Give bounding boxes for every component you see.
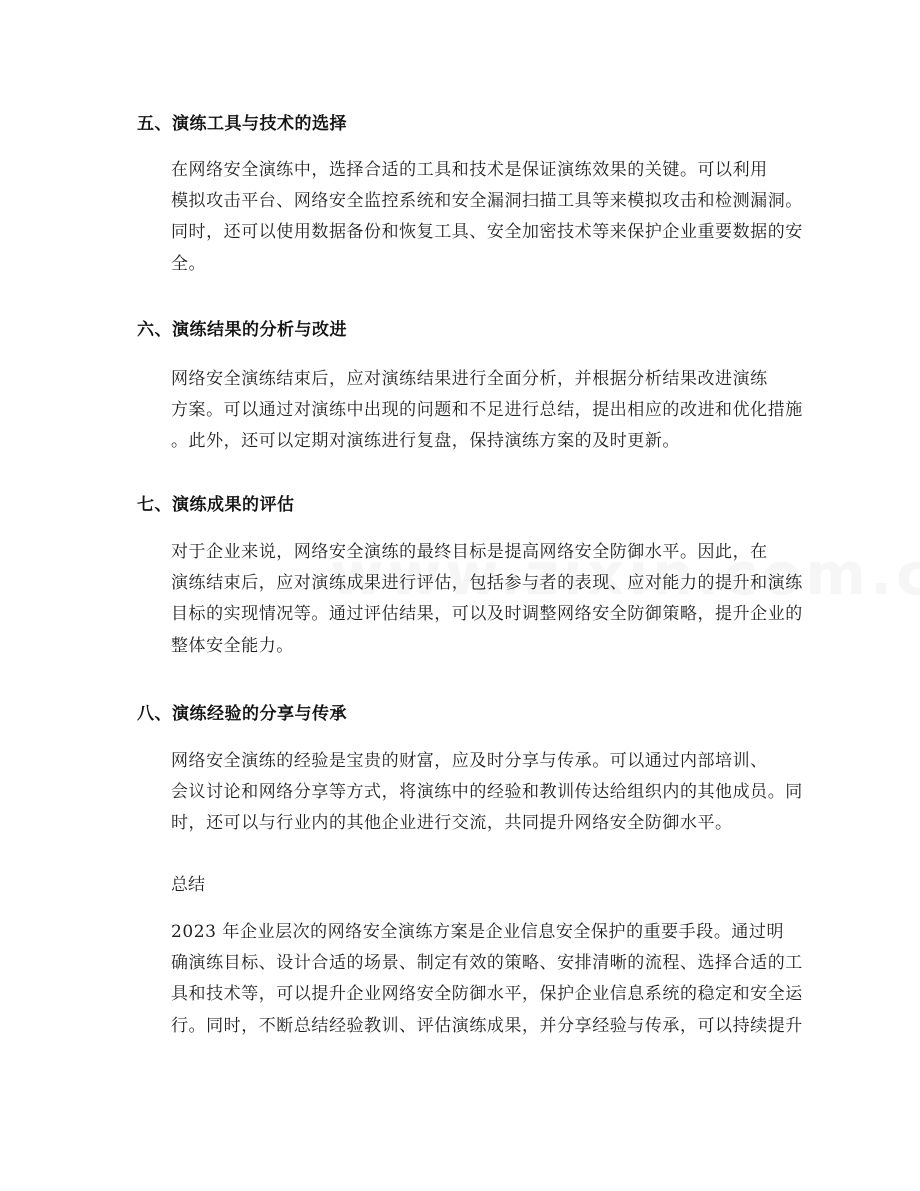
paragraph-line: 整体安全能力。 [171,635,294,656]
summary-label: 总结 [171,875,205,895]
paragraph-line: 行。同时，不断总结经验教训、评估演练成果，并分享经验与传承，可以持续提升 [171,1015,803,1036]
paragraph-line: 确演练目标、设计合适的场景、制定有效的策略、安排清晰的流程、选择合适的工 [171,953,803,974]
paragraph-line: 时，还可以与行业内的其他企业进行交流，共同提升网络安全防御水平。 [171,813,733,834]
summary-paragraph [137,917,803,1042]
paragraph-line: 方案。可以通过对演练中出现的问题和不足进行总结，提出相应的改进和优化措施 [171,400,803,421]
paragraph-line: 全。 [171,253,207,274]
paragraph-line: 模拟攻击平台、网络安全监控系统和安全漏洞扫描工具等来模拟攻击和检测漏洞。 [171,191,803,212]
paragraph-line: 具和技术等，可以提升企业网络安全防御水平，保护企业信息系统的稳定和安全运 [171,984,803,1005]
section-paragraph-7 [137,537,803,662]
paragraph-line: 。此外，还可以定期对演练进行复盘，保持演练方案的及时更新。 [171,431,680,452]
section-heading-7: 七、演练成果的评估 [137,495,295,515]
paragraph-line: 同时，还可以使用数据备份和恢复工具、安全加密技术等来保护企业重要数据的安 [171,222,803,243]
section-paragraph-5 [137,155,803,280]
paragraph-line: 演练结束后，应对演练成果进行评估，包括参与者的表现、应对能力的提升和演练 [171,573,803,594]
paragraph-line: 会议讨论和网络分享等方式，将演练中的经验和教训传达给组织内的其他成员。同 [171,782,803,803]
section-paragraph-8 [137,746,803,840]
paragraph-line: 目标的实现情况等。通过评估结果，可以及时调整网络安全防御策略，提升企业的 [171,604,803,625]
section-heading-8: 八、演练经验的分享与传承 [137,704,347,724]
paragraph-line: 在网络安全演练中，选择合适的工具和技术是保证演练效果的关键。可以利用 [171,160,768,180]
paragraph-line: 网络安全演练的经验是宝贵的财富，应及时分享与传承。可以通过内部培训、 [171,751,768,771]
section-heading-6: 六、演练结果的分析与改进 [137,320,347,340]
section-heading-5: 五、演练工具与技术的选择 [137,114,347,134]
paragraph-line: 网络安全演练结束后，应对演练结果进行全面分析，并根据分析结果改进演练 [171,369,768,389]
paragraph-line: 2023 年企业层次的网络安全演练方案是企业信息安全保护的重要手段。通过明 [171,922,785,942]
section-paragraph-6 [137,364,803,458]
paragraph-line: 对于企业来说，网络安全演练的最终目标是提高网络安全防御水平。因此，在 [171,542,768,562]
